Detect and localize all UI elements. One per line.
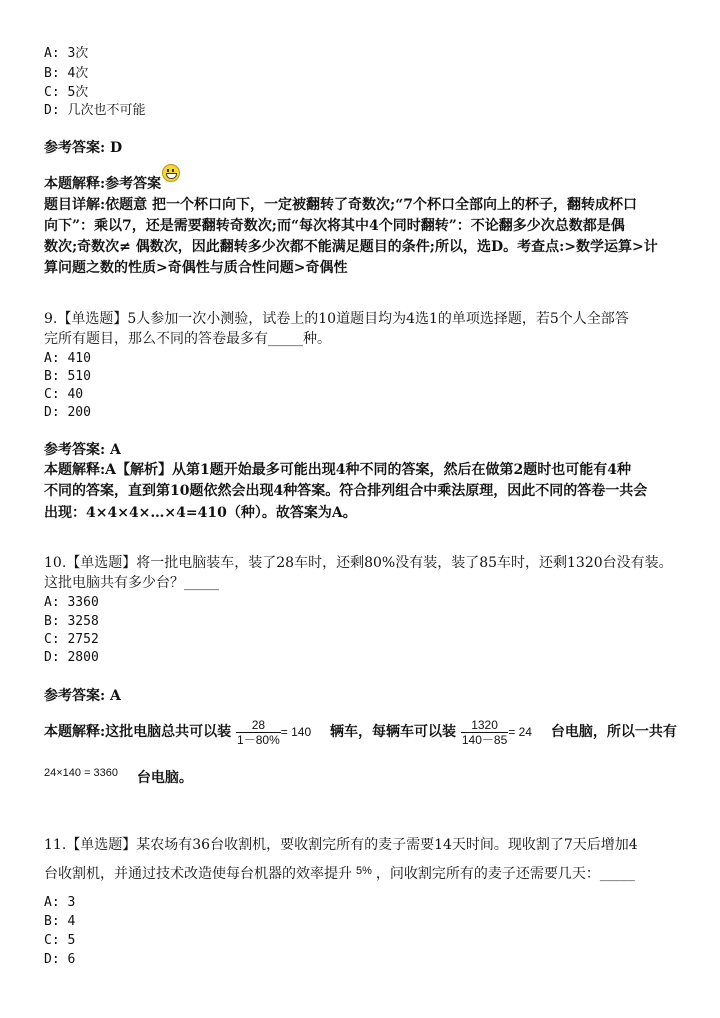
smiley-icon [162,164,180,182]
q9-option-d: D: 200 [44,405,91,420]
q10-explain-row [44,716,677,748]
q8-option-a: A: 3次 [44,46,89,61]
q8-explain-label-row [44,170,180,194]
q11-percent: 5% [356,865,372,877]
fraction-2-denominator: 140－85 [461,732,508,747]
q11-option-d: D: 6 [44,952,76,967]
q9-answer: 参考答案: A [44,442,121,458]
q9-stem-line: 完所有题目，那么不同的答卷最多有_____种。 [44,331,331,347]
q10-calc: 24×140 = 3360 [44,767,119,779]
q8-detail-line: 算问题之数的性质>奇偶性与质合性问题>奇偶性 [44,260,348,276]
q10-explain-part: 辆车，每辆车可以装 [330,724,456,740]
q9-option-c: C: 40 [44,387,84,402]
q8-detail-line: 题目详解:依题意 把一个杯口向下，一定被翻转了奇数次;“7个杯口全部向上的杯子，翻转成杯口 [44,197,638,213]
q8-detail-line: 向下”：乘以7，还是需要翻转奇数次;而“每次将其中4个同时翻转”：不论翻多少次总数都是偶 [44,218,625,234]
q9-stem-line: 9.【单选题】5人参加一次小测验，试卷上的10道题目均为4选1的单项选择题，若5个人全部答 [44,311,629,327]
fraction-1-result: = 140 [280,725,312,739]
fraction-1-numerator: 28 [236,718,281,733]
q8-option-b: B: 4次 [44,66,89,81]
q10-explain-row-2 [44,768,193,789]
q10-explain-part: 本题解释:这批电脑总共可以装 [44,724,232,740]
fraction-2 [461,718,508,747]
q10-answer: 参考答案: A [44,688,121,704]
fraction-1 [236,718,281,747]
fraction-2-numerator: 1320 [461,718,508,733]
q11-stem-line: 11.【单选题】某农场有36台收割机，要收割完所有的麦子需要14天时间。现收割了7天后增加4 [44,837,638,853]
q10-option-d: D: 2800 [44,650,99,665]
q9-explain-line: 不同的答案，直到第10题依然会出现4种答案。符合排列组合中乘法原理，因此不同的答卷一共会 [44,483,648,499]
q9-explain-line: 出现：4×4×4×…×4=410（种）。故答案为A。 [44,505,357,521]
q9-option-a: A: 410 [44,351,91,366]
q11-option-c: C: 5 [44,933,76,948]
fraction-1-denominator: 1－80% [237,732,280,747]
q8-explain-label: 本题解释:参考答案 [44,176,162,192]
q10-explain-part: 台电脑。 [136,770,193,786]
q8-option-c: C: 5次 [44,85,89,100]
fraction-2-result: = 24 [508,725,532,739]
q11-option-b: B: 4 [44,914,76,929]
q10-option-a: A: 3360 [44,595,99,610]
q10-option-c: C: 2752 [44,632,99,647]
q8-detail-line: 数次;奇数次≠ 偶数次，因此翻转多少次都不能满足题目的条件;所以，选D。考查点:>数学运算>计 [44,239,658,255]
q9-option-b: B: 510 [44,369,91,384]
q8-option-d: D: 几次也不可能 [44,103,146,118]
q11-option-a: A: 3 [44,895,76,910]
q10-explain-part: 台电脑，所以一共有 [550,724,677,740]
q11-stem-part: ，问收割完所有的麦子还需要几天：_____ [375,866,635,882]
q10-option-b: B: 3258 [44,614,99,629]
q11-stem-line-2 [44,864,635,885]
q9-explain-line: 本题解释:A【解析】从第1题开始最多可能出现4种不同的答案，然后在做第2题时也可能有4种 [44,462,631,478]
q10-stem-line: 这批电脑共有多少台？_____ [44,575,219,591]
q11-stem-part: 台收割机，并通过技术改造使每台机器的效率提升 [44,866,352,882]
q10-stem-line: 10.【单选题】将一批电脑装车，装了28车时，还剩80%没有装，装了85车时，还剩1320台没有装。 [44,555,673,571]
q8-answer: 参考答案: D [44,140,123,156]
